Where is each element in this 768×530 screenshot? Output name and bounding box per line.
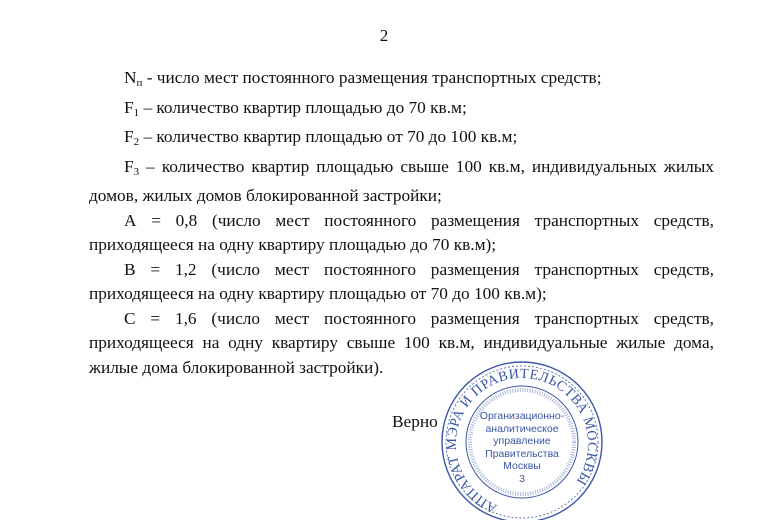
definition-text: С = 1,6 (число мест постоянного размещения транспортных средств, приходящееся на одну квартиру свыше 100 кв.м, индивидуальные жилые дома, жилые дома блокированной застройки). bbox=[89, 308, 714, 377]
definition-text: – количество квартир площадью от 70 до 100 кв.м; bbox=[139, 127, 518, 146]
definition-text: – количество квартир площадью свыше 100 кв.м, индивидуальных жилых домов, жилых домов блокированной застройки; bbox=[89, 156, 714, 205]
subscript: 3 bbox=[133, 165, 140, 178]
symbol: N bbox=[124, 68, 137, 87]
definition-f2 bbox=[89, 125, 714, 155]
stamp-line: Правительства bbox=[485, 447, 559, 460]
document-body bbox=[89, 66, 714, 380]
verno-label: Верно bbox=[392, 412, 438, 431]
stamp-line: аналитическое bbox=[485, 422, 559, 435]
definition-text: В = 1,2 (число мест постоянного размещения транспортных средств, приходящееся на одну квартиру площадью от 70 до 100 кв.м); bbox=[89, 259, 714, 303]
symbol: F bbox=[124, 156, 134, 176]
page-number: 2 bbox=[379, 26, 389, 45]
symbol: F bbox=[124, 97, 134, 117]
stamp-inner-text bbox=[472, 410, 572, 485]
stamp-line: управление bbox=[493, 435, 551, 447]
definition-text: А = 0,8 (число мест постоянного размещения транспортных средств, приходящееся на одну квартиру площадью до 70 кв.м); bbox=[89, 210, 714, 254]
stamp-line: Москвы bbox=[503, 460, 541, 472]
definition-text: – количество квартир площадью до 70 кв.м; bbox=[139, 97, 467, 117]
stamp-line: 3 bbox=[519, 472, 525, 485]
subscript: п bbox=[136, 77, 143, 89]
symbol: F bbox=[124, 127, 134, 146]
subscript: 1 bbox=[133, 106, 140, 119]
definition-a bbox=[89, 209, 714, 258]
definition-b bbox=[89, 258, 714, 307]
definition-text: - число мест постоянного размещения транспортных средств; bbox=[142, 68, 602, 87]
definition-f3 bbox=[89, 155, 714, 209]
definition-f1 bbox=[89, 96, 714, 126]
stamp-line: Организационно- bbox=[479, 410, 565, 422]
definition-n bbox=[89, 66, 714, 96]
definition-c bbox=[89, 307, 714, 381]
subscript: 2 bbox=[133, 136, 140, 148]
stamp-ring-path-text: АППАРАТ МЭРА И ПРАВИТЕЛЬСТВА МОСКВЫ bbox=[444, 366, 600, 516]
